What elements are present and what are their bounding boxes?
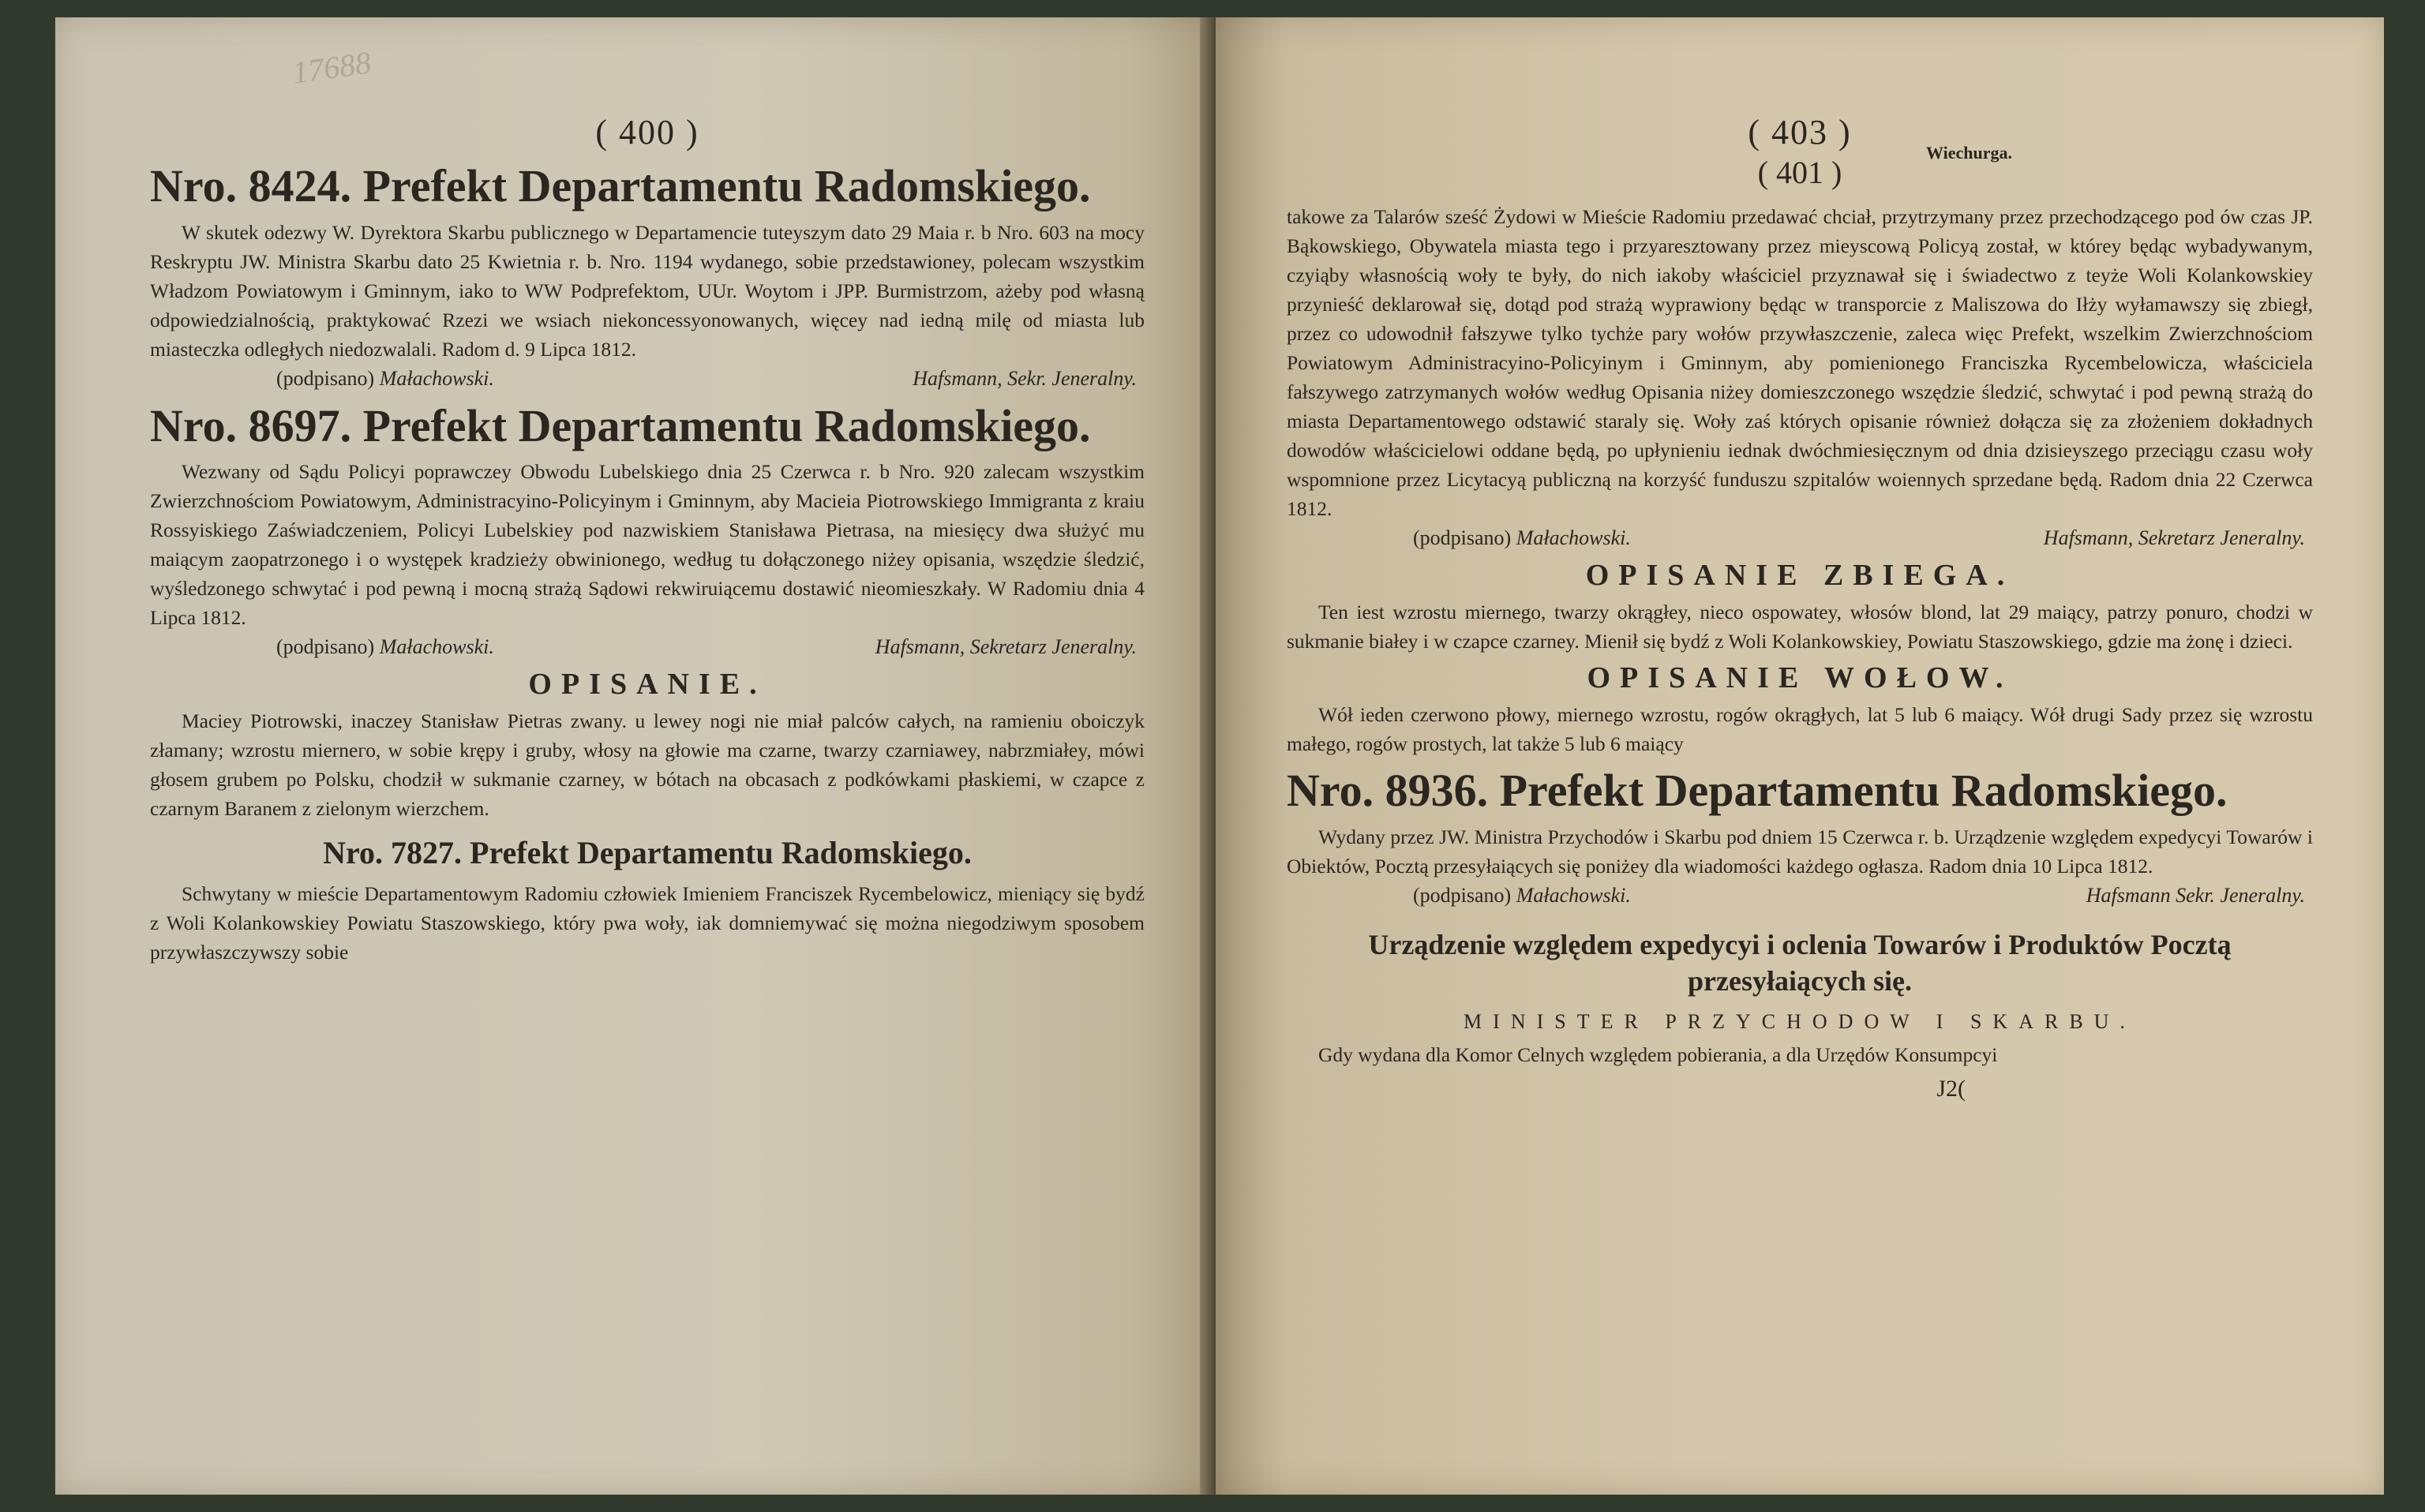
page-number: ( 400 ) <box>595 113 699 152</box>
fugitive-description-body: Ten iest wzrostu miernego, twarzy okrągłey, nieco ospowatey, włosów blond, lat 29 maiący, patrzy ponuro, chodzi w sukmanie białey i w czapce czarney. Mienił się bydź z Woli Kolankowskiey, Powiatu Staszowskiego, gdzie ma żonę i dzieci. <box>1287 601 2313 653</box>
signer-left: Małachowski. <box>1516 883 1631 907</box>
sign-label: (podpisano) <box>276 635 375 659</box>
signature-line <box>1287 523 2313 553</box>
description-body: Maciey Piotrowski, inaczey Stanisław Pietras zwany. u lewey nogi nie miał palców całych, na ramieniu oboiczyk złamany; wzrostu mierneго, w sobie krępy i gruby, włosy na głowie ma czarne, twarzy czarniawey, nabrzmiałey, mówi głosem grubem po Polsku, chodził w sukmanie czarney, w bótach na obcasach z podkówkami płaskiemi, w czapce z czarnym Baranem z zielonym wierzchem. <box>150 709 1145 821</box>
catalog-stamp: 17688 <box>290 44 373 91</box>
section-heading: Nro. 7827. Prefekt Departamentu Radomskiego. <box>323 835 972 871</box>
minister-title: MINISTER PRZYCHODOW I SKARBU. <box>1464 1009 2136 1033</box>
regulation-title: Urządzenie względem expedycyi i oclenia Towarów i Produktów Pocztą przesyłaiących się. <box>1368 928 2232 997</box>
oxen-description-title: OPISANIE WOŁOW. <box>1587 661 2013 694</box>
section-body: Wezwany od Sądu Policyi poprawczey Obwodu Lubelskiego dnia 25 Czerwca r. b Nro. 920 zalecam wszystkim Zwierzchnościom Powiatowym, Administracyino-Policyinym i Gminnym, aby Macieia Piotrowskiego Immigranta z kraiu Rossyiskiego Zaświadczeniem, Policyi Lubelskiey pod nazwiskiem Stanisława Pietrasa, na miesięcy dwa służyć mu maiącym zaopatrzonego i o występek kradzieży obwinionego, według tu dołączonego niżey opisania, wszędzie śledzić, wyśledzonego schwytać i pod pewną i mocną strażą Sądowi rekwiruiącemu dostawić nieomieszkały. W Radomiu dnia 4 Lipca 1812. <box>150 460 1145 630</box>
open-book <box>24 17 2400 1495</box>
right-column <box>1287 112 2313 1102</box>
right-page <box>1216 17 2384 1495</box>
signer-left: Małachowski. <box>379 635 494 659</box>
regulation-opening: Gdy wydana dla Komor Celnych względem pobierania, a dla Urzędów Konsumpcyi <box>1318 1042 1998 1066</box>
signer-right: Hafsmann Sekr. Jeneralny. <box>2086 883 2305 907</box>
signer-right: Hafsmann, Sekr. Jeneralny. <box>913 366 1137 390</box>
section-heading: Nro. 8424. Prefekt Departamentu Radomskiego. <box>150 160 1091 211</box>
signer-left: Małachowski. <box>379 366 494 390</box>
page-number: ( 403 ) <box>1748 113 1852 152</box>
corrected-number: ( 401 ) <box>1757 155 1842 190</box>
section-body: W skutek odezwy W. Dyrektora Skarbu publicznego w Departamencie tuteyszym dato 29 Maia r. b Nro. 603 na mocy Reskryptu JW. Ministra Skarbu dato 25 Kwietnia r. b. Nro. 1194 wydanego, sobie przedstawioney, polecam wszystkim Władzom Powiatowym i Gminnym, iako to WW Podprefektom, UUr. Woytom i JPP. Burmistrzom, ażeby pod własną odpowiedzialnością, praktykować Rzezi we wsiach niekoncessyonowanych, więcey nad iedną milę od miasta lub miasteczka odległych niedozwalali. Radom d. 9 Lipca 1812. <box>150 220 1145 361</box>
left-page <box>55 17 1224 1495</box>
corrected-page-number <box>1287 143 2313 191</box>
signature-line <box>150 632 1145 662</box>
signer-right: Hafsmann, Sekretarz Jeneralny. <box>2043 526 2305 549</box>
section-body: Wydany przez JW. Ministra Przychodów i Skarbu pod dniem 15 Czerwca r. b. Urządzenie względem expedycyi Towarów i Obiektów, Pocztą przesyłaiących się poniżey dla wiadomości każdego ogłasza. Radom dnia 10 Lipca 1812. <box>1287 825 2313 878</box>
section-body: Schwytany w mieście Departamentowym Radomiu człowiek Imieniem Franciszek Rycembelowicz, mieniący się bydź z Woli Kolankowskiey Powiatu Staszowskiego, który pwa woły, iak domniemywać się można niegodziwym sposobem przywłaszczywszy sobie <box>150 882 1145 964</box>
fugitive-description-title: OPISANIE ZBIEGA. <box>1585 559 2015 592</box>
sign-label: (podpisano) <box>1413 526 1512 549</box>
oxen-description-body: Wół ieden czerwono płowy, miernego wzrostu, rogów okrągłych, lat 5 lub 6 maiący. Wół drugi Sady przez się wzrostu małego, rogów prostych, lat także 5 lub 6 maiący <box>1287 703 2313 755</box>
signature-line <box>1287 881 2313 911</box>
signer-left: Małachowski. <box>1516 526 1631 549</box>
margin-note: Wiechurga. <box>1926 143 2012 163</box>
section-heading: Nro. 8697. Prefekt Departamentu Radomskiego. <box>150 399 1091 451</box>
signer-right: Hafsmann, Sekretarz Jeneralny. <box>875 635 1137 659</box>
description-title: OPISANIE. <box>528 668 766 702</box>
continuation-body: takowe za Talarów sześć Żydowi w Mieście Radomiu przedawać chciał, przytrzymany przez przechodzącego pod ów czas JP. Bąkowskiego, Obywatela miasta tego i przyaresztowany przez miеyscową Policyą został, w którey będąc wybadywanym, czyiąby własnością woły te były, do nich iakoby właściciel przyznawał się i świadectwo z teyże Woli Kolankowskiey przynieść deklarował się, dotąd pod strażą wyprawiony będąc w transporcie z Maliszowa do Iłży wyłamawszy się zbiegł, przez co udowodnił fałszywe tylko tychże pary wołów przywłaszczenie, zaleca więc Prefekt, wszelkim Zwierzchnościom Powiatowym Administracyino-Policyinym i Gminnym, aby pomienionego Franciszka Rycembelowicza, właściciela fałszywego zatrzymanych wołów według Opisania niżey domieszczonego wszędzie śledzić, schwytać i pod pewną strażą do miasta Departamentowego odstawić staraly się. Woły zaś których opisanie również dołącza się za złożeniem dokładnych dowodów właścicielowi oddane będą, po upłynieniu iednak dwóchmiesięcznym od dnia dzisieyszego przeciągu czasu woły wspomnione przez Licytacyą publiczną na korzyść funduszu szpitalów woiennych sprzedane będą. Radom dnia 22 Czerwca 1812. <box>1287 205 2313 520</box>
sign-label: (podpisano) <box>1413 883 1512 907</box>
section-heading: Nro. 8936. Prefekt Departamentu Radomskiego. <box>1287 765 2228 816</box>
left-column <box>150 112 1145 967</box>
signature-line <box>150 364 1145 394</box>
signature-mark: J2( <box>1936 1075 1966 1102</box>
sign-label: (podpisano) <box>276 366 375 390</box>
